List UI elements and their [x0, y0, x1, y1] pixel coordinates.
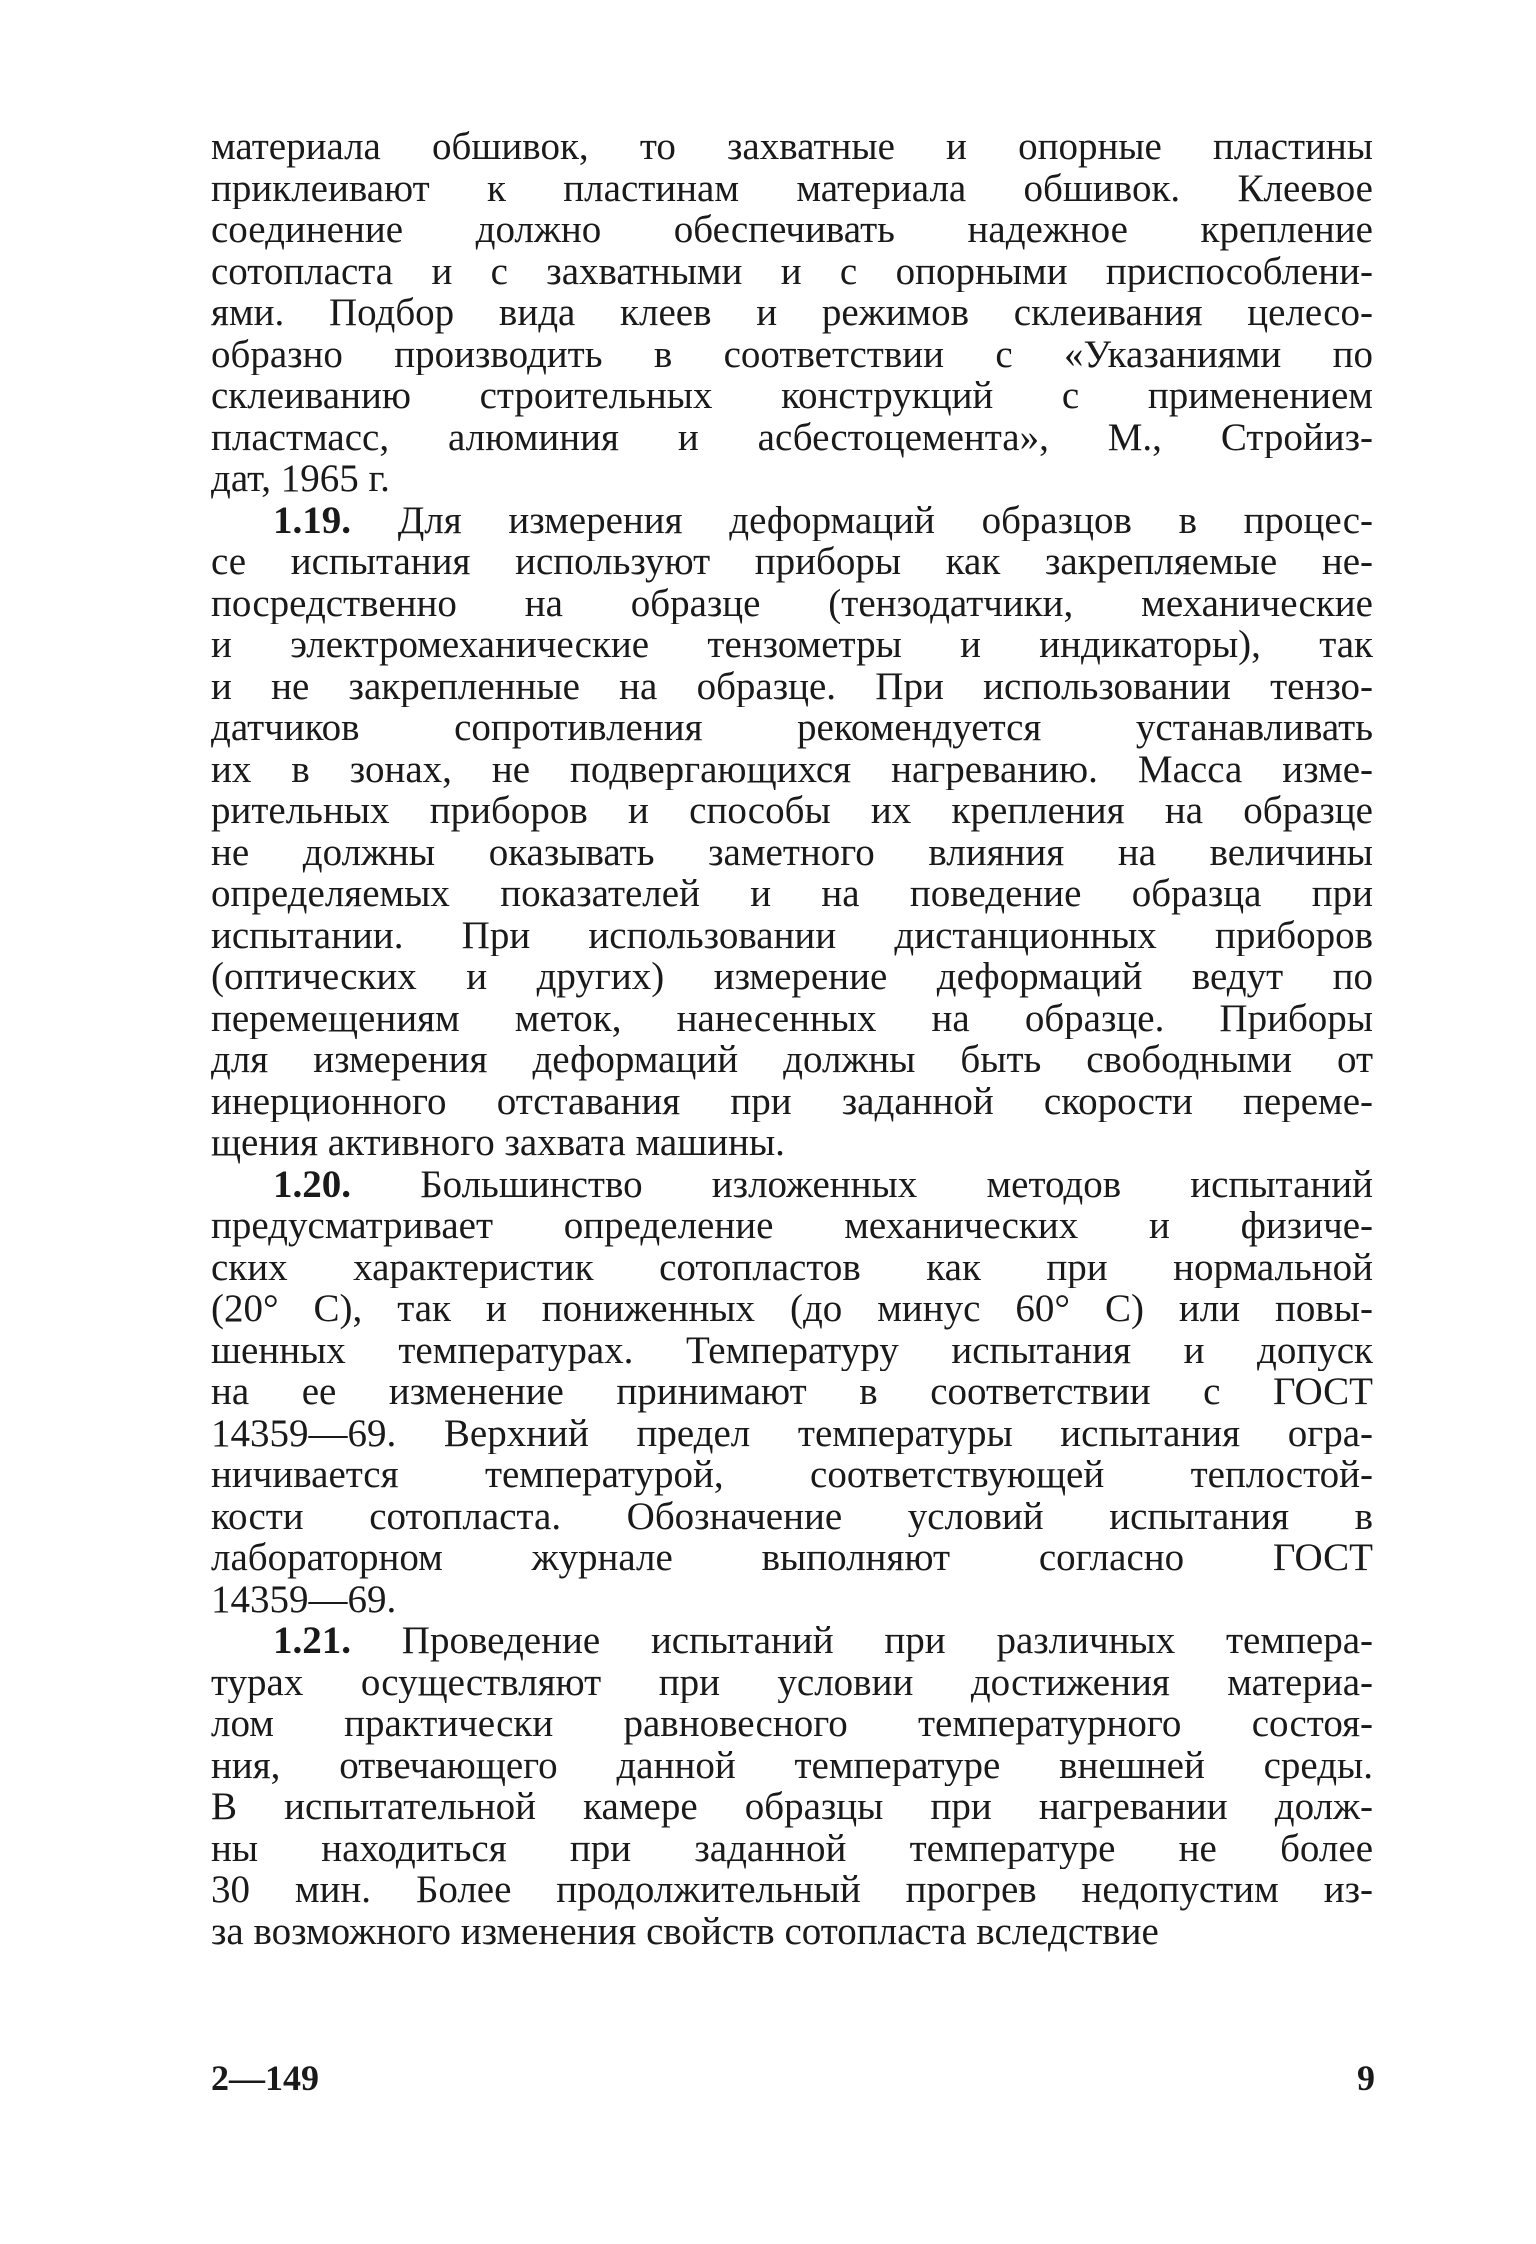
text-line	[211, 1579, 1373, 1621]
line-text: лабораторном журнале выполняют согласно ГОСТ	[211, 1537, 1373, 1579]
line-text: материала обшивок, то захватные и опорные пластины	[211, 126, 1373, 168]
text-line	[211, 292, 1373, 334]
text-line	[211, 707, 1373, 749]
line-text: Для измерения деформаций образцов в процес-	[397, 499, 1373, 541]
line-text: и электромеханические тензометры и индикаторы), так	[211, 624, 1373, 666]
printer-signature-mark: 2—149	[211, 2058, 319, 2098]
line-text: В испытательной камере образцы при нагревании долж-	[211, 1786, 1373, 1828]
text-line	[211, 251, 1373, 293]
line-text: образно производить в соответствии с «Указаниями по	[211, 333, 1373, 375]
text-line	[211, 1869, 1373, 1911]
text-line	[211, 583, 1373, 625]
line-text: приклеивают к пластинам материала обшивок. Клеевое	[211, 167, 1373, 209]
text-line	[211, 541, 1373, 583]
text-line	[211, 956, 1373, 998]
line-text: соединение должно обеспечивать надежное крепление	[211, 209, 1373, 251]
text-line	[211, 1454, 1373, 1496]
text-line	[211, 500, 1373, 542]
text-line	[211, 1081, 1373, 1123]
line-text: Проведение испытаний при различных темпера-	[401, 1620, 1373, 1662]
text-line	[211, 1745, 1373, 1787]
line-text: рительных приборов и способы их крепления на образце	[211, 790, 1373, 832]
line-text: посредственно на образце (тензодатчики, механические	[211, 582, 1373, 624]
text-line	[211, 375, 1373, 417]
line-text: турах осуществляют при условии достижения материа-	[211, 1661, 1373, 1703]
line-text: 30 мин. Более продолжительный прогрев недопустим из-	[211, 1869, 1373, 1911]
text-line	[211, 1828, 1373, 1870]
line-text: ны находиться при заданной температуре не более	[211, 1827, 1373, 1869]
text-line	[211, 168, 1373, 210]
line-text: склеиванию строительных конструкций с применением	[211, 375, 1373, 417]
line-text: лом практически равновесного температурного состоя-	[211, 1703, 1373, 1745]
text-line	[211, 1205, 1373, 1247]
text-line	[211, 1330, 1373, 1372]
text-line	[211, 1122, 1373, 1164]
text-line	[211, 417, 1373, 459]
line-text: сотопласта и с захватными и с опорными приспособлени-	[211, 250, 1373, 292]
text-line	[211, 1496, 1373, 1538]
line-text: испытании. При использовании дистанционных приборов	[211, 914, 1373, 956]
page-number: 9	[1357, 2058, 1375, 2098]
text-line	[211, 1662, 1373, 1704]
line-text: пластмасс, алюминия и асбестоцемента», М., Стройиз-	[211, 416, 1373, 458]
section-number: 1.19.	[273, 499, 351, 541]
line-text: датчиков сопротивления рекомендуется устанавливать	[211, 707, 1373, 749]
text-line	[211, 334, 1373, 376]
line-text: ния, отвечающего данной температуре внешней среды.	[211, 1744, 1373, 1786]
text-line	[211, 873, 1373, 915]
line-text: ями. Подбор вида клеев и режимов склеивания целесо-	[211, 292, 1373, 334]
line-text: на ее изменение принимают в соответствии с ГОСТ	[211, 1371, 1373, 1413]
text-line	[211, 998, 1373, 1040]
section-number: 1.21.	[273, 1620, 351, 1662]
line-text: шенных температурах. Температуру испытания и допуск	[211, 1329, 1373, 1371]
text-line	[211, 209, 1373, 251]
line-text: ских характеристик сотопластов как при нормальной	[211, 1246, 1373, 1288]
line-text: 14359—69.	[211, 1578, 397, 1620]
text-line	[211, 1703, 1373, 1745]
line-text: инерционного отставания при заданной скорости переме-	[211, 1080, 1373, 1122]
line-text: не должны оказывать заметного влияния на величины	[211, 831, 1373, 873]
text-line	[211, 126, 1373, 168]
line-text: и не закрепленные на образце. При использовании тензо-	[211, 665, 1373, 707]
line-text: определяемых показателей и на поведение образца при	[211, 873, 1373, 915]
line-text: перемещениям меток, нанесенных на образце. Приборы	[211, 997, 1373, 1039]
text-line	[211, 666, 1373, 708]
line-text: их в зонах, не подвергающихся нагреванию. Масса изме-	[211, 748, 1373, 790]
text-line	[211, 1039, 1373, 1081]
line-text: для измерения деформаций должны быть свободными от	[211, 1039, 1373, 1081]
text-line	[211, 1620, 1373, 1662]
text-line	[211, 1911, 1373, 1953]
text-line	[211, 458, 1373, 500]
text-line	[211, 1537, 1373, 1579]
line-text: 14359—69. Верхний предел температуры испытания огра-	[211, 1412, 1373, 1454]
line-text: щения активного захвата машины.	[211, 1122, 785, 1164]
body-text	[211, 126, 1373, 1952]
line-text: се испытания используют приборы как закрепляемые не-	[211, 541, 1373, 583]
line-text: ничивается температурой, соответствующей теплостой-	[211, 1454, 1373, 1496]
line-text: кости сотопласта. Обозначение условий испытания в	[211, 1495, 1373, 1537]
text-line	[211, 1288, 1373, 1330]
line-text: предусматривает определение механических и физиче-	[211, 1205, 1373, 1247]
line-text: за возможного изменения свойств сотопласта вследствие	[211, 1910, 1159, 1952]
line-text: (оптических и других) измерение деформаций ведут по	[211, 956, 1373, 998]
text-line	[211, 1413, 1373, 1455]
text-line	[211, 1164, 1373, 1206]
line-text: дат, 1965 г.	[211, 458, 390, 500]
line-text: Большинство изложенных методов испытаний	[420, 1163, 1373, 1205]
section-number: 1.20.	[273, 1163, 351, 1205]
text-line	[211, 1371, 1373, 1413]
text-line	[211, 624, 1373, 666]
text-line	[211, 915, 1373, 957]
text-line	[211, 832, 1373, 874]
text-line	[211, 1247, 1373, 1289]
line-text: (20° С), так и пониженных (до минус 60° С) или повы-	[211, 1288, 1373, 1330]
text-line	[211, 790, 1373, 832]
text-line	[211, 749, 1373, 791]
text-line	[211, 1786, 1373, 1828]
